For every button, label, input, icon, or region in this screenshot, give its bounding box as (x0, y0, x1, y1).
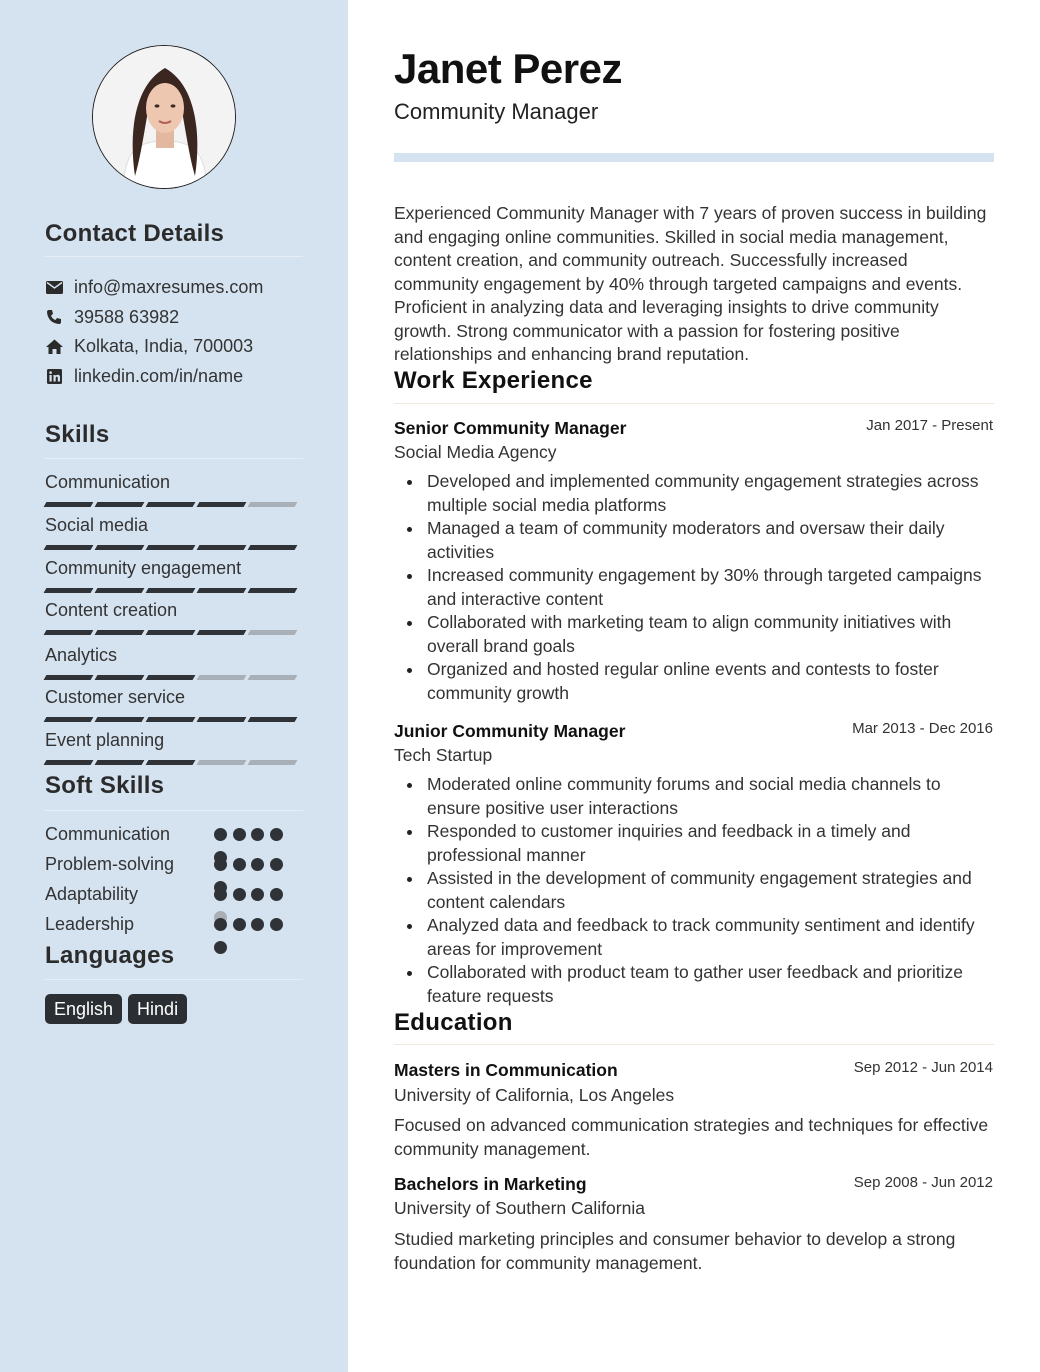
profile-summary: Experienced Community Manager with 7 years of proven success in building and engaging online communities. Skilled in social media management, content creation, and community outreach. Successfully increased community engagement by 40% through targeted campaigns and events. Proficient in analyzing data and leveraging insights to drive community growth. Strong communicator with a passion for fostering positive relationships and enhancing brand reputation. (394, 203, 987, 364)
contact-heading: Contact Details (45, 220, 225, 247)
list-item: Assisted in the development of community engagement strategies and content calendars (394, 867, 994, 914)
skill-level-segment (197, 760, 247, 765)
skill-level-segment (95, 717, 145, 722)
degree-dates: Sep 2008 - Jun 2012 (853, 1174, 993, 1191)
soft-skill-rating (214, 858, 288, 871)
skill-level-segment (44, 502, 94, 507)
home-icon (45, 337, 63, 355)
skill-label: Communication (45, 472, 171, 492)
rating-dot (270, 918, 283, 931)
rating-dot (251, 858, 264, 871)
soft-skill-label: Problem-solving (45, 854, 175, 874)
job-title: Junior Community Manager (394, 721, 626, 741)
rating-dot (233, 918, 246, 931)
degree-dates: Sep 2012 - Jun 2014 (853, 1059, 993, 1076)
skill-label: Event planning (45, 730, 165, 750)
list-item: Analyzed data and feedback to track community sentiment and identify areas for improvement (394, 914, 994, 961)
soft-skill-label: Communication (45, 824, 171, 844)
skill-level-segment (248, 717, 298, 722)
portrait-illustration (93, 46, 236, 189)
skill-level-segment (95, 630, 145, 635)
soft-skill-rating (214, 888, 288, 901)
contact-email[interactable] (45, 275, 263, 299)
soft-skill-rating (214, 918, 288, 931)
soft-skills-divider (45, 810, 303, 811)
skill-level-segment (95, 545, 145, 550)
skill-level-segment (44, 545, 94, 550)
skill-level-segment (197, 675, 247, 680)
soft-skill-rating (214, 828, 288, 841)
skill-level-segment (95, 502, 145, 507)
skill-level-segment (146, 545, 196, 550)
skill-level-segment (146, 630, 196, 635)
skill-level-segment (44, 588, 94, 593)
skills-heading: Skills (45, 421, 110, 448)
language-tag: English (45, 994, 122, 1024)
rating-dot (214, 888, 227, 901)
rating-dot (233, 888, 246, 901)
soft-skills-heading: Soft Skills (45, 772, 165, 799)
candidate-title: Community Manager (394, 99, 599, 124)
skill-level-segment (248, 760, 298, 765)
skill-level-segment (44, 630, 94, 635)
skill-level-segment (146, 502, 196, 507)
rating-dot (233, 828, 246, 841)
contact-phone-text: 39588 63982 (74, 306, 180, 327)
skill-level-segment (146, 588, 196, 593)
skill-level-segment (95, 675, 145, 680)
skill-level-segment (95, 588, 145, 593)
skill-label: Social media (45, 515, 149, 535)
skill-level-segment (248, 502, 298, 507)
rating-dot (251, 888, 264, 901)
languages-divider (45, 979, 303, 980)
skill-level-segment (44, 675, 94, 680)
skills-divider (45, 458, 303, 459)
skill-level-bar (45, 717, 303, 722)
skill-level-bar (45, 502, 303, 507)
skill-level-segment (248, 588, 298, 593)
rating-dot (251, 918, 264, 931)
education-heading: Education (394, 1009, 513, 1036)
languages-heading: Languages (45, 942, 175, 969)
skill-level-segment (248, 675, 298, 680)
rating-dot (214, 828, 227, 841)
skill-level-bar (45, 630, 303, 635)
list-item: Responded to customer inquiries and feedback in a timely and professional manner (394, 820, 994, 867)
list-item: Collaborated with marketing team to align community initiatives with overall brand goals (394, 611, 994, 658)
rating-dot (214, 858, 227, 871)
skill-level-segment (248, 630, 298, 635)
linkedin-icon (45, 367, 63, 385)
contact-address (45, 334, 253, 358)
skill-label: Customer service (45, 687, 186, 707)
skill-level-segment (197, 630, 247, 635)
degree-description: Focused on advanced communication strategies and techniques for effective community management. (394, 1115, 989, 1159)
language-tag: Hindi (128, 994, 187, 1024)
skill-level-bar (45, 675, 303, 680)
skill-level-segment (197, 717, 247, 722)
job-dates: Mar 2013 - Dec 2016 (852, 720, 993, 737)
contact-email-text: info@maxresumes.com (74, 276, 264, 297)
sidebar (0, 0, 348, 1372)
school-name: University of California, Los Angeles (394, 1085, 675, 1105)
skill-level-segment (197, 502, 247, 507)
work-divider (394, 403, 994, 404)
skill-level-segment (44, 760, 94, 765)
list-item: Moderated online community forums and social media channels to ensure positive user interactions (394, 773, 994, 820)
skill-level-segment (197, 588, 247, 593)
list-item: Managed a team of community moderators and oversaw their daily activities (394, 517, 994, 564)
soft-skill-label: Adaptability (45, 884, 139, 904)
job-title: Senior Community Manager (394, 418, 627, 438)
job-bullets (394, 773, 994, 1008)
contact-phone[interactable] (45, 305, 179, 329)
rating-dot (251, 828, 264, 841)
degree-title: Masters in Communication (394, 1060, 618, 1080)
contact-linkedin[interactable] (45, 364, 243, 388)
job-bullets (394, 470, 994, 705)
school-name: University of Southern California (394, 1198, 645, 1218)
list-item: Increased community engagement by 30% through targeted campaigns and interactive content (394, 564, 994, 611)
skill-label: Content creation (45, 600, 178, 620)
skill-label: Analytics (45, 645, 118, 665)
language-tags (45, 994, 193, 1024)
header-accent-bar (394, 153, 994, 162)
rating-dot (214, 941, 227, 954)
contact-address-text: Kolkata, India, 700003 (74, 335, 254, 356)
profile-photo (92, 45, 236, 189)
list-item: Organized and hosted regular online events and contests to foster community growth (394, 658, 994, 705)
rating-dot (270, 888, 283, 901)
envelope-icon (45, 278, 63, 296)
degree-title: Bachelors in Marketing (394, 1174, 587, 1194)
skill-level-bar (45, 760, 303, 765)
skill-level-segment (248, 545, 298, 550)
degree-description: Studied marketing principles and consumer behavior to develop a strong foundation for community management. (394, 1229, 956, 1273)
contact-divider (45, 256, 303, 257)
skill-level-segment (146, 675, 196, 680)
skill-level-segment (197, 545, 247, 550)
rating-dot (270, 858, 283, 871)
work-heading: Work Experience (394, 367, 593, 394)
rating-dot (270, 828, 283, 841)
skill-level-segment (146, 760, 196, 765)
skill-level-bar (45, 545, 303, 550)
job-organization: Tech Startup (394, 745, 493, 765)
skill-level-segment (44, 717, 94, 722)
phone-icon (45, 308, 63, 326)
soft-skill-label: Leadership (45, 914, 135, 934)
rating-dot (233, 858, 246, 871)
education-divider (394, 1044, 994, 1045)
contact-linkedin-text: linkedin.com/in/name (74, 365, 244, 386)
skill-label: Community engagement (45, 558, 242, 578)
job-dates: Jan 2017 - Present (866, 417, 993, 434)
skill-level-segment (146, 717, 196, 722)
list-item: Collaborated with product team to gather user feedback and prioritize feature requests (394, 961, 994, 1008)
skill-level-segment (95, 760, 145, 765)
rating-dot (214, 918, 227, 931)
skill-level-bar (45, 588, 303, 593)
job-organization: Social Media Agency (394, 442, 557, 462)
candidate-name: Janet Perez (394, 45, 622, 92)
list-item: Developed and implemented community engagement strategies across multiple social media platforms (394, 470, 994, 517)
